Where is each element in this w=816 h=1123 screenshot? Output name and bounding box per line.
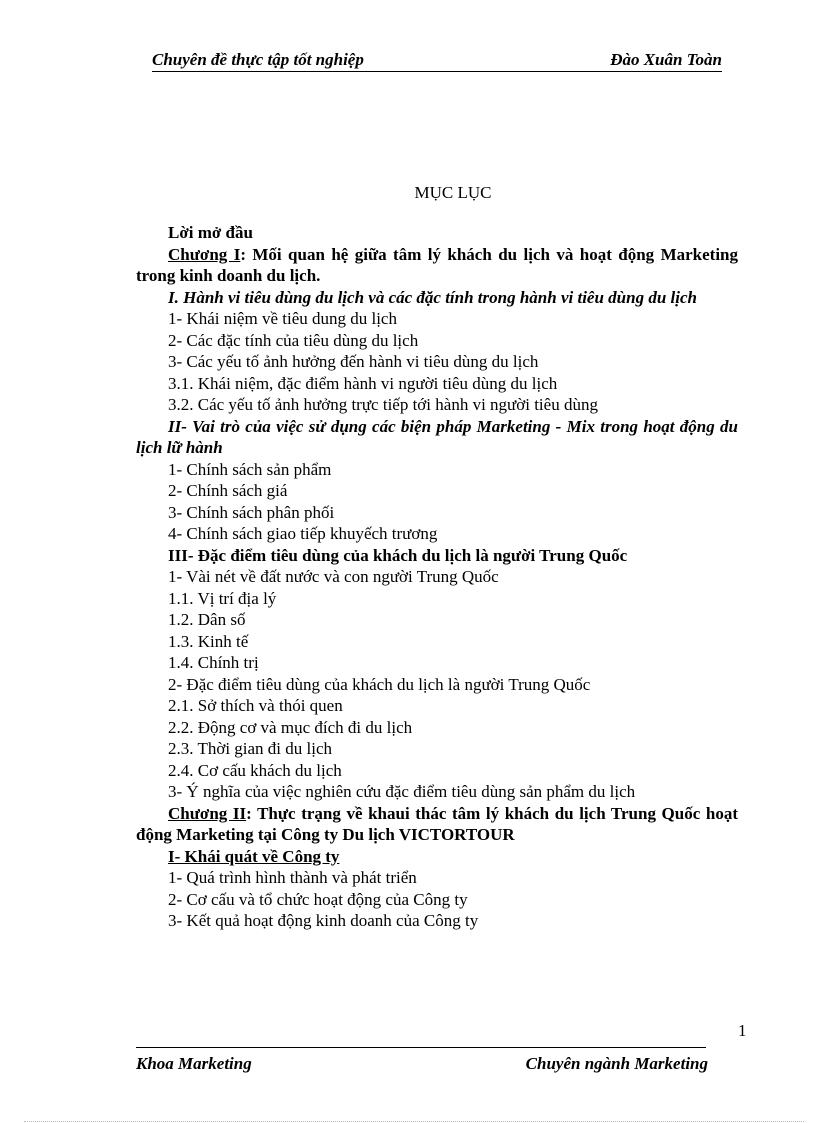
toc-item: 2.4. Cơ cấu khách du lịch	[168, 760, 342, 780]
toc-item: 2.2. Động cơ và mục đích đi du lịch	[168, 717, 413, 737]
header-document-title: Chuyên đề thực tập tốt nghiệp	[152, 50, 364, 69]
toc-item: 1- Chính sách sản phẩm	[168, 459, 332, 479]
toc-item: 3- Chính sách phân phối	[168, 502, 335, 522]
page-header	[152, 49, 722, 72]
toc-item: 4- Chính sách giao tiếp khuyếch trương	[168, 524, 438, 543]
toc-item: 2- Đặc điểm tiêu dùng của khách du lịch là người Trung Quốc	[168, 674, 591, 694]
toc-section-1: I. Hành vi tiêu dùng du lịch và các đặc tính trong hành vi tiêu dùng du lịch	[168, 287, 697, 307]
chapter-1-title: : Mối quan hệ giữa tâm lý khách du lịch và hoạt động Marketing trong kinh doanh du lịch.	[136, 244, 739, 285]
toc-item: 2.1. Sở thích và thói quen	[168, 696, 343, 715]
toc-title: MỤC LỤC	[414, 183, 492, 202]
toc-item: 2- Cơ cấu và tổ chức hoạt động của Công ty	[168, 889, 468, 909]
toc-item: 2- Các đặc tính của tiêu dùng du lịch	[168, 330, 419, 350]
toc-item: 2- Chính sách giá	[168, 481, 288, 500]
toc-item: 1.3. Kinh tế	[168, 631, 249, 651]
toc-section-3: III- Đặc điểm tiêu dùng của khách du lịch là người Trung Quốc	[168, 545, 628, 565]
table-of-contents	[136, 222, 738, 932]
toc-chapter-1	[136, 244, 738, 287]
footer-major: Chuyên ngành Marketing	[525, 1054, 708, 1073]
footer-faculty: Khoa Marketing	[136, 1054, 252, 1073]
toc-item: 3- Các yếu tố ảnh hưởng đến hành vi tiêu dùng du lịch	[168, 352, 539, 371]
toc-item: 3- Ý nghĩa của việc nghiên cứu đặc điểm tiêu dùng sản phẩm du lịch	[168, 782, 636, 801]
toc-item: 1- Vài nét về đất nước và con người Trung Quốc	[168, 567, 499, 586]
toc-item: 3.1. Khái niệm, đặc điểm hành vi người tiêu dùng du lịch	[168, 373, 558, 393]
chapter-2-title: : Thực trạng về khaui thác tâm lý khách du lịch Trung Quốc hoạt động Marketing tại Công ty Du lịch VICTORTOUR	[136, 803, 738, 844]
toc-chapter-2	[136, 803, 738, 846]
toc-item: 1- Quá trình hình thành và phát triển	[168, 868, 417, 887]
toc-section-4-line	[136, 846, 738, 868]
toc-item: 1- Khái niệm về tiêu dung du lịch	[168, 309, 397, 328]
toc-item: 3.2. Các yếu tố ảnh hưởng trực tiếp tới hành vi người tiêu dùng	[168, 395, 598, 414]
toc-item: 1.4. Chính trị	[168, 653, 259, 672]
chapter-2-label: Chương II	[168, 803, 247, 823]
page-number: 1	[738, 1021, 747, 1040]
page-edge-divider	[24, 1121, 804, 1122]
footer-divider	[136, 1047, 706, 1048]
toc-section-4: I- Khái quát về Công ty	[168, 846, 340, 866]
toc-item: 1.1. Vị trí địa lý	[168, 588, 277, 608]
header-author: Đào Xuân Toàn	[610, 50, 722, 69]
toc-section-2: II- Vai trò của việc sử dụng các biện pháp Marketing - Mix trong hoạt động du lịch lữ hành	[136, 416, 738, 457]
chapter-1-label: Chương I	[168, 244, 241, 264]
toc-item: 3- Kết quả hoạt động kinh doanh của Công ty	[168, 911, 479, 930]
toc-intro: Lời mở đầu	[168, 223, 253, 242]
toc-item: 2.3. Thời gian đi du lịch	[168, 739, 333, 758]
toc-item: 1.2. Dân số	[168, 610, 246, 629]
